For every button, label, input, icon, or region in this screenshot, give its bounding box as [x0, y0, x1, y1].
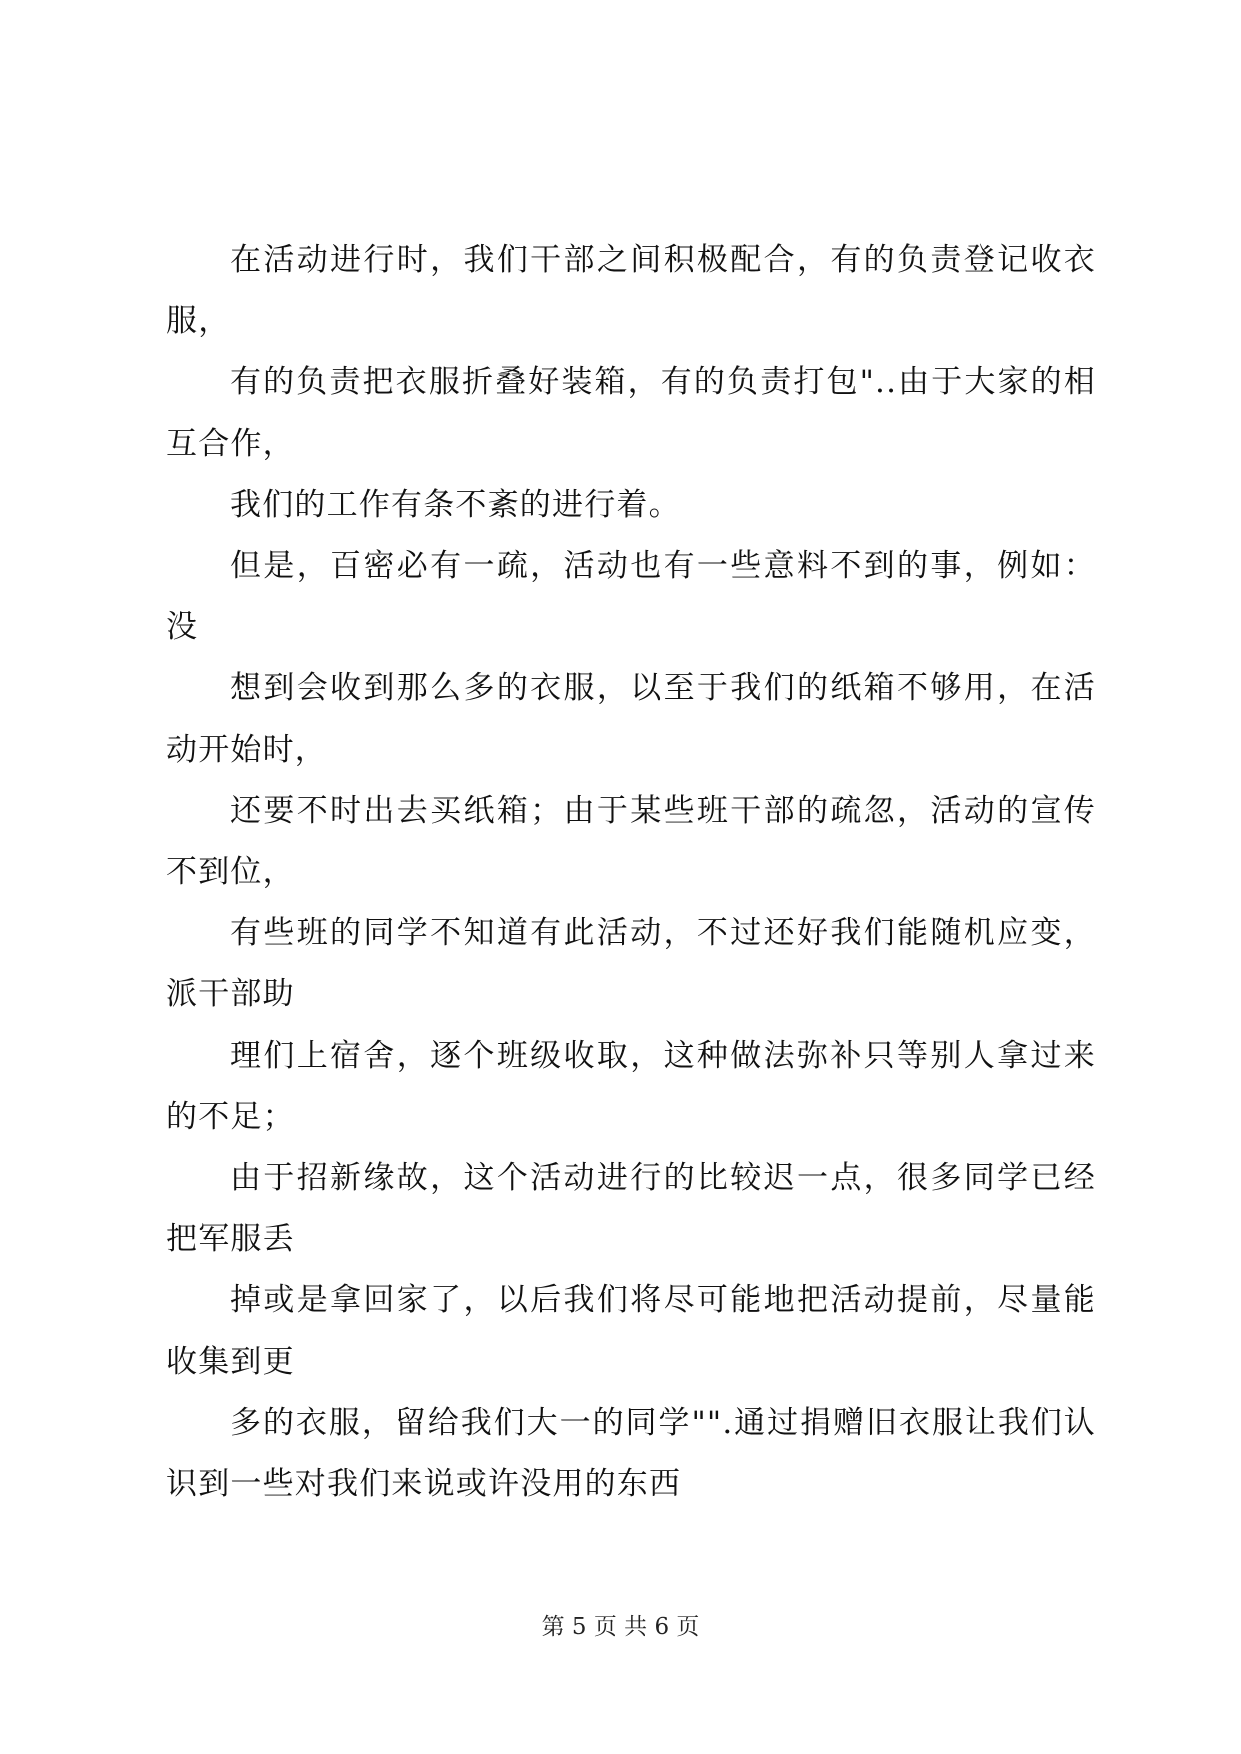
paragraph-2: 有的负责把衣服折叠好装箱，有的负责打包"..由于大家的相互合作， — [166, 364, 1096, 462]
paragraph-9: 由于招新缘故，这个活动进行的比较迟一点，很多同学已经把军服丢 — [166, 1160, 1096, 1258]
paragraph-3: 我们的工作有条不紊的进行着。 — [230, 486, 681, 523]
body-text — [166, 230, 1096, 1515]
paragraph-7: 有些班的同学不知道有此活动，不过还好我们能随机应变，派干部助 — [166, 915, 1096, 1013]
paragraph-4: 但是，百密必有一疏，活动也有一些意料不到的事，例如：没 — [166, 548, 1096, 646]
paragraph-6: 还要不时出去买纸箱；由于某些班干部的疏忽，活动的宣传不到位， — [166, 792, 1096, 891]
paragraph-8: 理们上宿舍，逐个班级收取，这种做法弥补只等别人拿过来的不足； — [166, 1037, 1096, 1135]
paragraph-1: 在活动进行时，我们干部之间积极配合，有的负责登记收衣服， — [166, 242, 1096, 340]
page-number-footer: 第 5 页 共 6 页 — [541, 1614, 700, 1640]
paragraph-11: 多的衣服，留给我们大一的同学"".通过捐赠旧衣服让我们认识到一些对我们来说或许没用的东西 — [166, 1404, 1096, 1503]
paragraph-10: 掉或是拿回家了，以后我们将尽可能地把活动提前，尽量能收集到更 — [166, 1282, 1096, 1380]
paragraph-5: 想到会收到那么多的衣服，以至于我们的纸箱不够用，在活动开始时， — [166, 670, 1096, 768]
